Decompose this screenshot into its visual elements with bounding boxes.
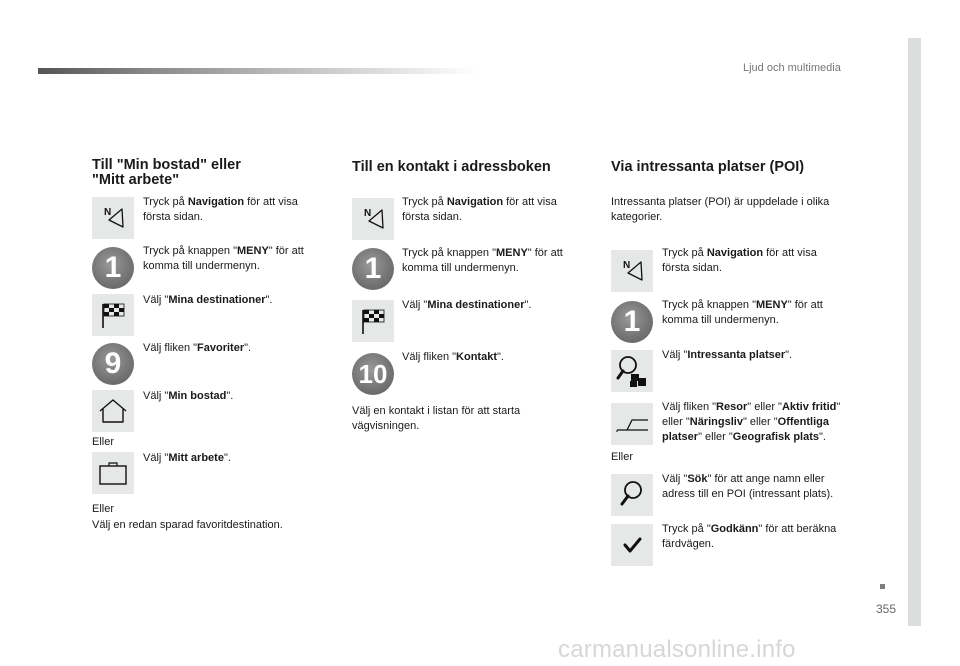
poi-search-icon <box>611 350 653 392</box>
navigation-icon <box>352 198 394 240</box>
page-marker <box>880 584 885 589</box>
navigation-icon <box>611 250 653 292</box>
svg-text:N: N <box>623 260 631 271</box>
watermark: carmanualsonline.info <box>558 636 796 663</box>
col3-title: Via intressanta platser (POI) <box>611 159 805 175</box>
step-badge-9: 9 <box>92 343 134 385</box>
col1-or-2: Eller <box>92 503 115 515</box>
col1-step-favorites: Välj fliken "Favoriter". <box>143 342 252 354</box>
home-icon <box>92 390 134 432</box>
col2-step-contact: Välj fliken "Kontakt". <box>402 351 504 363</box>
briefcase-icon <box>92 452 134 494</box>
col2-step-my-destinations: Välj "Mina destinationer". <box>402 299 532 311</box>
col3-step-navigation: Tryck på Navigation för att visa första sidan. <box>662 247 817 274</box>
col3-intro: Intressanta platser (POI) är uppdelade i olika kategorier. <box>611 196 830 223</box>
checkered-flag-icon <box>352 300 394 342</box>
category-tabs-icon <box>611 403 653 445</box>
col3-or-1: Eller <box>611 451 634 463</box>
col3-step-poi: Välj "Intressanta platser". <box>662 349 793 361</box>
step-badge-1: 1 <box>92 247 134 289</box>
col2-title: Till en kontakt i adressboken <box>352 159 551 175</box>
col1-title: Till "Min bostad" eller "Mitt arbete" <box>92 157 241 188</box>
page-edge-tab <box>908 38 921 626</box>
col3-step-search: Välj "Sök" för att ange namn eller adress till en POI (intressant plats). <box>662 473 834 500</box>
col2-step-navigation: Tryck på Navigation för att visa första sidan. <box>402 196 557 223</box>
col1-step-my-destinations: Välj "Mina destinationer". <box>143 294 273 306</box>
checkmark-icon <box>611 524 653 566</box>
navigation-icon <box>92 197 134 239</box>
col1-final-note: Välj en redan sparad favoritdestination. <box>92 519 283 531</box>
step-badge-1: 1 <box>352 248 394 290</box>
header-gradient-bar <box>38 68 478 74</box>
col1-step-home: Välj "Min bostad". <box>143 390 234 402</box>
section-header: Ljud och multimedia <box>743 62 841 74</box>
checkered-flag-icon <box>92 294 134 336</box>
col3-step-menu: Tryck på knappen "MENY" för att komma till undermenyn. <box>662 299 823 326</box>
col2-final-note: Välj en kontakt i listan för att starta vägvisningen. <box>352 405 521 432</box>
svg-text:N: N <box>364 208 372 219</box>
col1-step-work: Välj "Mitt arbete". <box>143 452 231 464</box>
col3-step-confirm: Tryck på "Godkänn" för att beräkna färdvägen. <box>662 523 837 550</box>
search-icon <box>611 474 653 516</box>
svg-text:N: N <box>104 207 112 218</box>
col2-step-menu: Tryck på knappen "MENY" för att komma till undermenyn. <box>402 247 563 274</box>
step-badge-1: 1 <box>611 301 653 343</box>
col1-or-1: Eller <box>92 436 115 448</box>
col1-step-menu: Tryck på knappen "MENY" för att komma till undermenyn. <box>143 245 304 272</box>
step-badge-10: 10 <box>352 353 394 395</box>
col1-step-navigation: Tryck på Navigation för att visa första sidan. <box>143 196 298 223</box>
page-number: 355 <box>876 602 897 616</box>
col3-step-category: Välj fliken "Resor" eller "Aktiv fritid" eller "Näringsliv" eller "Offentliga platser" eller "Geografisk plats". <box>662 401 841 443</box>
